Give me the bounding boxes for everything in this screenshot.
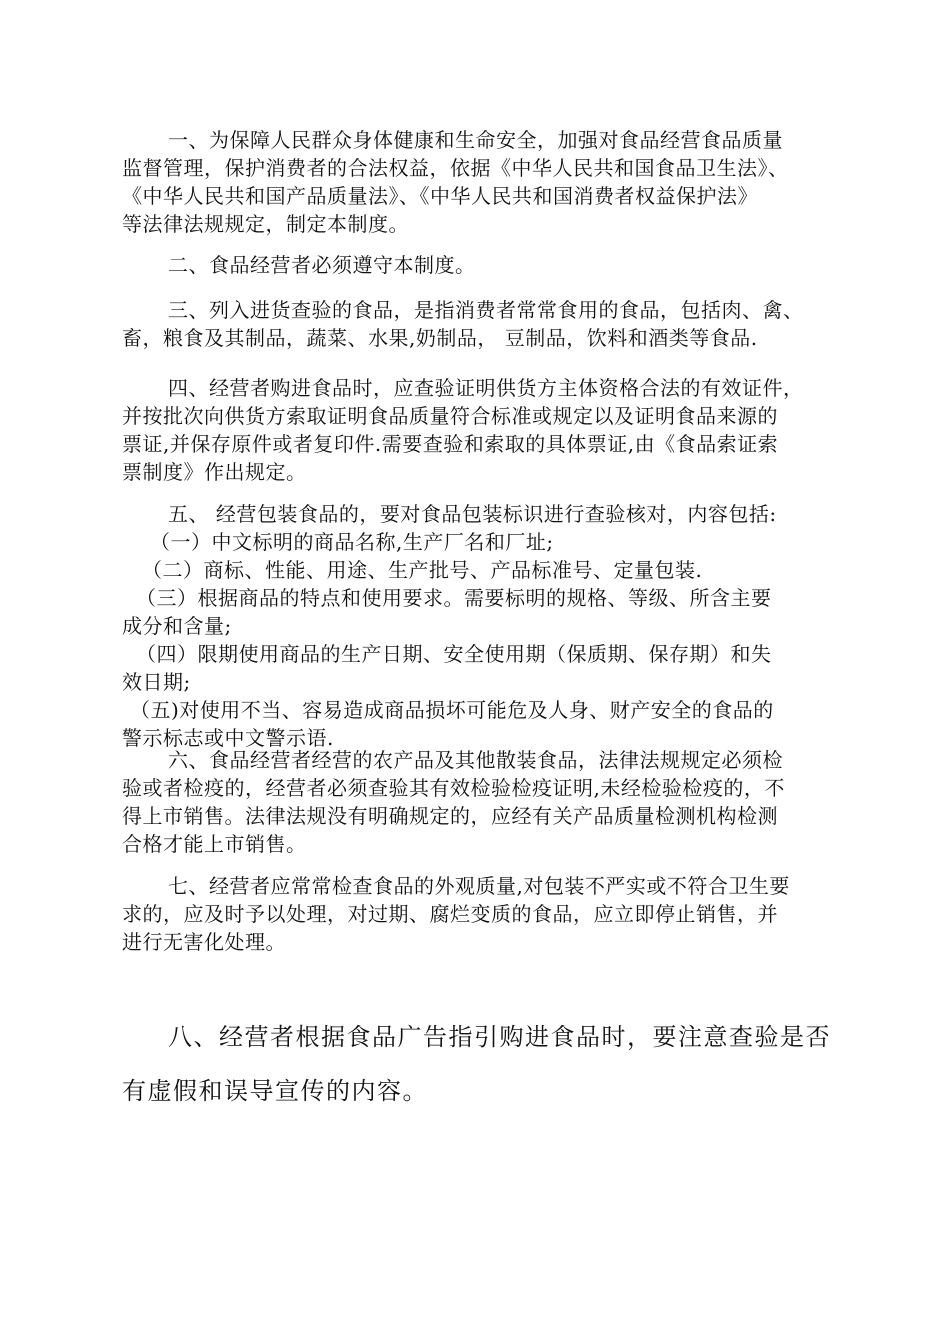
text-line: 一、为保障人民群众身体健康和生命安全，加强对食品经营食品质量 [168,128,783,152]
text-line: 六、食品经营者经营的农产品及其他散装食品，法律法规规定必须检 [168,748,783,772]
text-line: 警示标志或中文警示语. [122,726,334,750]
text-line: 《中华人民共和国产品质量法》、《中华人民共和国消费者权益保护法》 [122,184,758,208]
text-line: 效日期; [122,670,191,694]
text-line: 等法律法规规定，制定本制度。 [122,212,409,236]
text-line: 八、经营者根据食品广告指引购进食品时，要注意查验是否 [168,1023,831,1051]
paragraph-3 [122,296,852,352]
text-line: 合格才能上市销售。 [122,832,307,856]
list-item: （三）根据商品的特点和使用要求。需要标明的规格、等级、所含主要 [136,586,772,610]
list-item: （四）限期使用商品的生产日期、安全使用期（保质期、保存期）和失 [136,642,772,666]
text-line: 二、食品经营者必须遵守本制度。 [168,253,476,277]
list-item: （一）中文标明的商品名称,生产厂名和厂址; [150,530,554,554]
text-line: 成分和含量; [122,614,232,638]
text-line: 有虚假和误导宣传的内容。 [122,1077,428,1105]
paragraph-1 [122,126,852,238]
paragraph-6 [122,746,852,858]
paragraph-4 [122,374,852,486]
text-line: 票制度》作出规定。 [122,460,307,484]
paragraph-7 [122,872,852,956]
text-line: 七、经营者应常常检查食品的外观质量,对包装不严实或不符合卫生要 [168,874,790,898]
text-line: 进行无害化处理。 [122,930,286,954]
text-line: 求的，应及时予以处理，对过期、腐烂变质的食品，应立即停止销售，并 [122,902,778,926]
paragraph-5 [122,500,852,752]
paragraph-8 [122,1010,852,1118]
text-line: 五、 经营包装食品的，要对食品包装标识进行查验核对，内容包括: [168,502,777,526]
list-item: （二）商标、性能、用途、生产批号、产品标准号、定量包装. [142,558,703,582]
text-line: 四、经营者购进食品时，应查验证明供货方主体资格合法的有效证件， [168,376,804,400]
text-line: 验或者检疫的，经营者必须查验其有效检验检疫证明,未经检验检疫的，不 [122,776,785,800]
paragraph-2 [122,251,852,279]
text-line: 并按批次向供货方索取证明食品质量符合标准或规定以及证明食品来源的 [122,404,778,428]
text-line: 三、列入进货查验的食品，是指消费者常常食用的食品，包括肉、禽、 [168,298,804,322]
text-line: 得上市销售。法律法规没有明确规定的，应经有关产品质量检测机构检测 [122,804,778,828]
text-line: 监督管理，保护消费者的合法权益，依据《中华人民共和国食品卫生法》、 [122,156,789,180]
list-item: （五)对使用不当、容易造成商品损坏可能危及人身、财产安全的食品的 [130,698,774,722]
text-line: 畜，粮食及其制品，蔬菜、水果,奶制品， 豆制品，饮料和酒类等食品. [122,326,758,350]
text-line: 票证,并保存原件或者复印件.需要查验和索取的具体票证,由《食品索证索 [122,432,779,456]
